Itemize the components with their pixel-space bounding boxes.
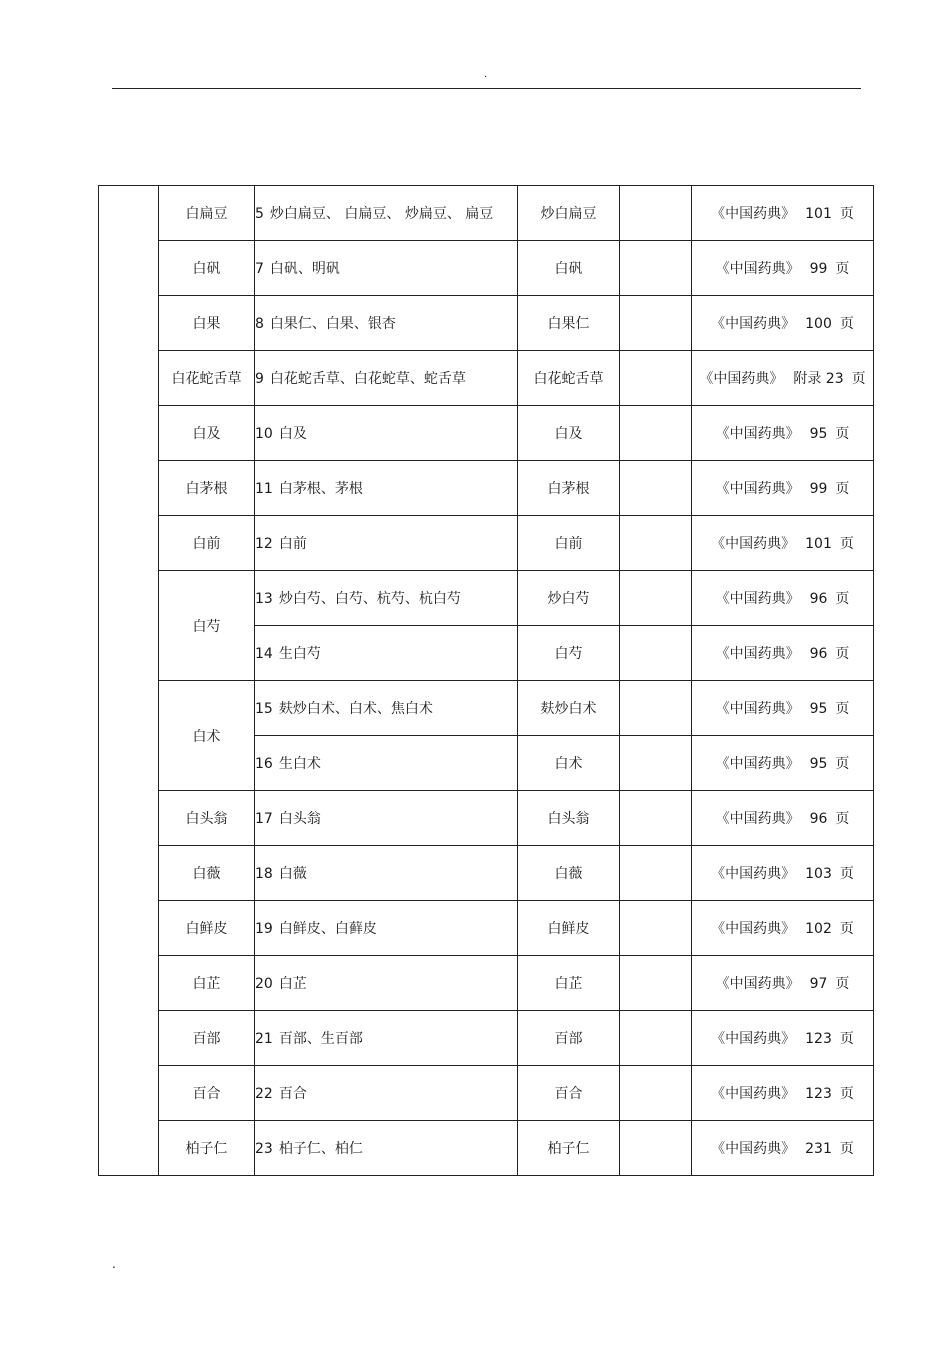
reference-unit: 页	[839, 206, 854, 222]
category-cell	[99, 186, 159, 1176]
synonyms-text: 柏子仁、柏仁	[278, 1141, 363, 1157]
reference-page: 96	[809, 591, 828, 607]
empty-cell	[620, 1011, 692, 1066]
table-row	[99, 351, 874, 406]
synonyms-text: 生白术	[278, 756, 321, 772]
reference-book: 《中国药典》	[711, 206, 796, 222]
empty-cell	[620, 571, 692, 626]
herb-name-cell: 白芷	[159, 956, 255, 1011]
reference-unit: 页	[851, 371, 866, 387]
herb-name-cell: 白术	[159, 681, 255, 791]
reference-cell	[692, 1066, 874, 1121]
herb-name-cell: 白茅根	[159, 461, 255, 516]
item-number: 21	[255, 1031, 273, 1047]
synonyms-cell	[255, 516, 518, 571]
synonyms-cell	[255, 681, 518, 736]
reference-book: 《中国药典》	[715, 701, 800, 717]
reference-page: 95	[809, 426, 828, 442]
reference-page: 103	[805, 866, 832, 882]
reference-page: 99	[809, 481, 828, 497]
dispense-name-cell: 白鲜皮	[518, 901, 620, 956]
table-row	[99, 186, 874, 241]
herb-name-cell: 白扁豆	[159, 186, 255, 241]
reference-cell	[692, 791, 874, 846]
synonyms-cell	[255, 406, 518, 461]
empty-cell	[620, 626, 692, 681]
synonyms-cell	[255, 296, 518, 351]
reference-page: 95	[809, 756, 828, 772]
item-number: 18	[255, 866, 273, 882]
synonyms-text: 白花蛇舌草、白花蛇草、蛇舌草	[269, 371, 466, 387]
reference-unit: 页	[839, 921, 854, 937]
reference-unit: 页	[835, 701, 850, 717]
synonyms-cell	[255, 901, 518, 956]
synonyms-text: 炒白芍、白芍、杭芍、杭白芍	[278, 591, 461, 607]
table-row	[99, 956, 874, 1011]
reference-page: 97	[809, 976, 828, 992]
item-number: 20	[255, 976, 273, 992]
reference-page: 231	[805, 1141, 832, 1157]
table-row	[99, 296, 874, 351]
herb-name-cell: 白果	[159, 296, 255, 351]
herb-name-cell: 白薇	[159, 846, 255, 901]
item-number: 8	[255, 316, 264, 332]
synonyms-text: 白矾、明矾	[269, 261, 340, 277]
dispense-name-cell: 白矾	[518, 241, 620, 296]
reference-cell	[692, 626, 874, 681]
dispense-name-cell: 白花蛇舌草	[518, 351, 620, 406]
synonyms-text: 白薇	[278, 866, 307, 882]
dispense-name-cell: 白茅根	[518, 461, 620, 516]
empty-cell	[620, 736, 692, 791]
reference-book: 《中国药典》	[715, 811, 800, 827]
synonyms-text: 炒白扁豆、 白扁豆、 炒扁豆、 扁豆	[269, 206, 494, 222]
dispense-name-cell: 炒白芍	[518, 571, 620, 626]
synonyms-text: 白鲜皮、白藓皮	[278, 921, 377, 937]
synonyms-cell	[255, 956, 518, 1011]
synonyms-text: 百合	[278, 1086, 307, 1102]
empty-cell	[620, 461, 692, 516]
table-row	[99, 901, 874, 956]
dispense-name-cell: 炒白扁豆	[518, 186, 620, 241]
herb-name-cell: 白及	[159, 406, 255, 461]
dispense-name-cell: 麸炒白术	[518, 681, 620, 736]
item-number: 14	[255, 646, 273, 662]
reference-page: 102	[805, 921, 832, 937]
synonyms-text: 麸炒白术、白术、焦白术	[278, 701, 433, 717]
reference-unit: 页	[839, 866, 854, 882]
dispense-name-cell: 白前	[518, 516, 620, 571]
item-number: 7	[255, 261, 264, 277]
reference-book: 《中国药典》	[711, 316, 796, 332]
reference-book: 《中国药典》	[699, 371, 784, 387]
item-number: 5	[255, 206, 264, 222]
synonyms-cell	[255, 461, 518, 516]
synonyms-cell	[255, 1121, 518, 1176]
item-number: 17	[255, 811, 273, 827]
header-rule	[112, 88, 861, 89]
reference-cell	[692, 1011, 874, 1066]
herb-table	[98, 185, 874, 1176]
table-row	[99, 791, 874, 846]
table-row	[99, 1066, 874, 1121]
reference-unit: 页	[839, 536, 854, 552]
synonyms-cell	[255, 1066, 518, 1121]
synonyms-text: 白头翁	[278, 811, 321, 827]
reference-book: 《中国药典》	[715, 426, 800, 442]
synonyms-cell	[255, 791, 518, 846]
table-row	[99, 241, 874, 296]
item-number: 16	[255, 756, 273, 772]
table-row	[99, 1121, 874, 1176]
item-number: 11	[255, 481, 273, 497]
synonyms-cell	[255, 1011, 518, 1066]
reference-unit: 页	[835, 426, 850, 442]
table-row	[99, 461, 874, 516]
reference-cell	[692, 736, 874, 791]
empty-cell	[620, 516, 692, 571]
reference-unit: 页	[835, 976, 850, 992]
dispense-name-cell: 白术	[518, 736, 620, 791]
reference-page: 96	[809, 646, 828, 662]
synonyms-cell	[255, 846, 518, 901]
dispense-name-cell: 柏子仁	[518, 1121, 620, 1176]
empty-cell	[620, 846, 692, 901]
herb-name-cell: 白芍	[159, 571, 255, 681]
reference-page: 99	[809, 261, 828, 277]
herb-name-cell: 白鲜皮	[159, 901, 255, 956]
synonyms-cell	[255, 241, 518, 296]
dispense-name-cell: 百部	[518, 1011, 620, 1066]
table-row	[99, 681, 874, 736]
reference-book: 《中国药典》	[715, 261, 800, 277]
synonyms-cell	[255, 736, 518, 791]
empty-cell	[620, 1066, 692, 1121]
reference-unit: 页	[835, 261, 850, 277]
reference-book: 《中国药典》	[711, 536, 796, 552]
table-row	[99, 516, 874, 571]
reference-cell	[692, 241, 874, 296]
item-number: 19	[255, 921, 273, 937]
synonyms-cell	[255, 186, 518, 241]
reference-cell	[692, 681, 874, 736]
synonyms-text: 白茅根、茅根	[278, 481, 363, 497]
herb-name-cell: 白前	[159, 516, 255, 571]
herb-name-cell: 白花蛇舌草	[159, 351, 255, 406]
empty-cell	[620, 296, 692, 351]
empty-cell	[620, 901, 692, 956]
synonyms-text: 白前	[278, 536, 307, 552]
reference-cell	[692, 296, 874, 351]
item-number: 9	[255, 371, 264, 387]
dispense-name-cell: 白头翁	[518, 791, 620, 846]
table-row	[99, 1011, 874, 1066]
synonyms-text: 生白芍	[278, 646, 321, 662]
reference-cell	[692, 516, 874, 571]
synonyms-cell	[255, 571, 518, 626]
reference-cell	[692, 461, 874, 516]
synonyms-text: 白芷	[278, 976, 307, 992]
reference-cell	[692, 406, 874, 461]
reference-cell	[692, 571, 874, 626]
herb-name-cell: 百合	[159, 1066, 255, 1121]
reference-cell	[692, 901, 874, 956]
dispense-name-cell: 白芷	[518, 956, 620, 1011]
reference-unit: 页	[839, 316, 854, 332]
dispense-name-cell: 白薇	[518, 846, 620, 901]
reference-page: 95	[809, 701, 828, 717]
reference-unit: 页	[835, 756, 850, 772]
reference-book: 《中国药典》	[715, 976, 800, 992]
item-number: 23	[255, 1141, 273, 1157]
reference-unit: 页	[835, 591, 850, 607]
dispense-name-cell: 白及	[518, 406, 620, 461]
reference-cell	[692, 956, 874, 1011]
reference-unit: 页	[839, 1031, 854, 1047]
dispense-name-cell: 白果仁	[518, 296, 620, 351]
empty-cell	[620, 1121, 692, 1176]
reference-book: 《中国药典》	[715, 481, 800, 497]
reference-page: 96	[809, 811, 828, 827]
item-number: 10	[255, 426, 273, 442]
reference-unit: 页	[835, 481, 850, 497]
empty-cell	[620, 351, 692, 406]
reference-unit: 页	[839, 1141, 854, 1157]
dispense-name-cell: 百合	[518, 1066, 620, 1121]
item-number: 12	[255, 536, 273, 552]
empty-cell	[620, 406, 692, 461]
reference-unit: 页	[839, 1086, 854, 1102]
reference-page: 101	[805, 206, 832, 222]
empty-cell	[620, 956, 692, 1011]
empty-cell	[620, 791, 692, 846]
reference-book: 《中国药典》	[711, 1141, 796, 1157]
reference-page: 100	[805, 316, 832, 332]
reference-page: 附录 23	[793, 371, 844, 387]
reference-book: 《中国药典》	[711, 866, 796, 882]
reference-page: 123	[805, 1031, 832, 1047]
empty-cell	[620, 241, 692, 296]
synonyms-cell	[255, 351, 518, 406]
herb-name-cell: 白头翁	[159, 791, 255, 846]
empty-cell	[620, 681, 692, 736]
dispense-name-cell: 白芍	[518, 626, 620, 681]
empty-cell	[620, 186, 692, 241]
reference-unit: 页	[835, 646, 850, 662]
synonyms-text: 百部、生百部	[278, 1031, 363, 1047]
reference-unit: 页	[835, 811, 850, 827]
item-number: 13	[255, 591, 273, 607]
synonyms-cell	[255, 626, 518, 681]
table-row	[99, 571, 874, 626]
header-mark: .	[484, 69, 488, 80]
reference-cell	[692, 351, 874, 406]
reference-book: 《中国药典》	[715, 756, 800, 772]
item-number: 15	[255, 701, 273, 717]
reference-cell	[692, 1121, 874, 1176]
item-number: 22	[255, 1086, 273, 1102]
footer-mark: .	[112, 1257, 116, 1271]
synonyms-text: 白果仁、白果、银杏	[269, 316, 396, 332]
reference-book: 《中国药典》	[711, 921, 796, 937]
table-row	[99, 846, 874, 901]
reference-book: 《中国药典》	[711, 1086, 796, 1102]
herb-name-cell: 百部	[159, 1011, 255, 1066]
table-row	[99, 406, 874, 461]
reference-book: 《中国药典》	[715, 646, 800, 662]
herb-name-cell: 柏子仁	[159, 1121, 255, 1176]
reference-book: 《中国药典》	[715, 591, 800, 607]
reference-page: 101	[805, 536, 832, 552]
reference-cell	[692, 186, 874, 241]
reference-book: 《中国药典》	[711, 1031, 796, 1047]
synonyms-text: 白及	[278, 426, 307, 442]
reference-page: 123	[805, 1086, 832, 1102]
reference-cell	[692, 846, 874, 901]
herb-name-cell: 白矾	[159, 241, 255, 296]
